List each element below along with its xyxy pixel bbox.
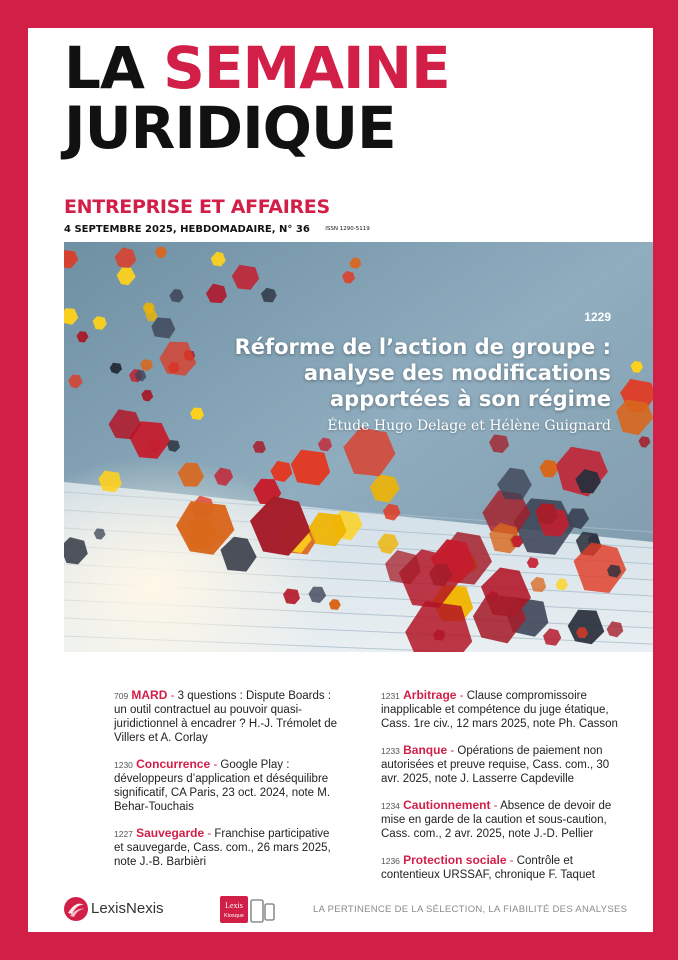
title-line-1 — [64, 34, 450, 102]
toc-item[interactable]: 1231 Arbitrage - Clause compromissoire inapplicable et compétence du juge étatique, Cass. 1re civ., 12 mars 2025, note Ph. Casson — [381, 688, 618, 730]
feature-block — [235, 310, 611, 434]
issn: ISSN 1290-5119 — [325, 226, 370, 232]
toc-number: 1234 — [381, 801, 400, 811]
toc-item[interactable]: 709 MARD - 3 questions : Dispute Boards : un outil contractuel au pouvoir quasi-juridictionnel à encadrer ? H.-J. Trémolet de Villers et A. Corlay — [114, 688, 338, 744]
toc-number: 1236 — [381, 856, 400, 866]
toc-item[interactable]: 1227 Sauvegarde - Franchise participative et sauvegarde, Cass. com., 26 mars 2025, note J.-B. Barbièri — [114, 826, 331, 868]
title-juridique: JURIDIQUE — [64, 94, 396, 162]
toc-number: 1230 — [114, 760, 133, 770]
toc-number: 1233 — [381, 746, 400, 756]
toc-topic: MARD — [131, 688, 168, 702]
toc-topic: Cautionnement — [403, 798, 491, 812]
feature-number: 1229 — [584, 310, 611, 324]
kiosque-label-bottom: Kiosque — [224, 913, 244, 919]
tagline: LA PERTINENCE DE LA SÉLECTION, LA FIABILITÉ DES ANALYSES — [313, 904, 628, 915]
toc-topic: Sauvegarde — [136, 826, 205, 840]
lexisnexis-emblem-icon — [63, 896, 89, 922]
toc-number: 1227 — [114, 829, 133, 839]
toc-text: Opérations de paiement non autorisées et preuve requise, Cass. com., 30 avr. 2025, note J. Lasserre Capdeville — [381, 745, 610, 785]
toc-topic: Protection sociale — [403, 853, 507, 867]
toc-item[interactable]: 1234 Cautionnement - Absence de devoir de mise en garde de la caution et sous-caution, Cass. com., 2 avr. 2025, note J.-D. Pellier — [381, 798, 612, 840]
toc-right-column — [381, 688, 627, 894]
edition-subtitle: ENTREPRISE ET AFFAIRES — [64, 196, 330, 218]
toc-item[interactable]: 1230 Concurrence - Google Play : développeurs d’application et déséquilibre significatif, CA Paris, 23 oct. 2024, note M. Behar-Touchais — [114, 757, 331, 813]
title-la: LA — [64, 34, 144, 102]
toc-item[interactable]: 1233 Banque - Opérations de paiement non autorisées et preuve requise, Cass. com., 30 avr. 2025, note J. Lasserre Capdeville — [381, 743, 610, 785]
issue-line — [64, 224, 370, 235]
feature-author: Étude Hugo Delage et Hélène Guignard — [327, 418, 611, 434]
toc-topic: Banque — [403, 743, 448, 757]
toc-topic: Arbitrage — [403, 688, 457, 702]
toc-topic: Concurrence — [136, 757, 211, 771]
feature-title-line: apportées à son régime — [330, 387, 611, 411]
toc-text: Absence de devoir de mise en garde de la caution et sous-caution, Cass. com., 2 avr. 2025, note J.-D. Pellier — [381, 800, 612, 840]
toc-text: 3 questions : Dispute Boards : un outil contractuel au pouvoir quasi-juridictionnel à encadrer ? H.-J. Trémolet de Villers et A. Corlay — [114, 690, 338, 744]
issue-date: 4 SEPTEMBRE 2025, HEBDOMADAIRE, N° 36 — [64, 224, 310, 235]
cover-page — [28, 28, 653, 932]
title-semaine: SEMAINE — [163, 34, 450, 102]
cover-illustration — [64, 242, 653, 652]
toc-text: Clause compromissoire inapplicable et compétence du juge étatique, Cass. 1re civ., 12 mars 2025, note Ph. Casson — [381, 690, 618, 730]
toc-text: Franchise participative et sauvegarde, Cass. com., 26 mars 2025, note J.-B. Barbièri — [114, 828, 331, 868]
cubes-artwork — [64, 242, 653, 652]
toc-text: Google Play : développeurs d’application et déséquilibre significatif, CA Paris, 23 oct. 2024, note M. Behar-Touchais — [114, 759, 331, 813]
toc-number: 1231 — [381, 691, 400, 701]
kiosque-label-top: Lexis — [225, 901, 243, 910]
feature-title-line: analyse des modifications — [303, 361, 611, 385]
toc-text: Contrôle et contentieux URSSAF, chronique F. Taquet — [381, 855, 595, 881]
toc-number: 709 — [114, 691, 129, 701]
toc-item[interactable]: 1236 Protection sociale - Contrôle et contentieux URSSAF, chronique F. Taquet — [381, 853, 595, 881]
feature-title — [235, 334, 611, 412]
logo-text: LexisNexis — [91, 900, 164, 917]
toc-left-column — [114, 688, 340, 881]
feature-title-line: Réforme de l’action de groupe : — [234, 335, 611, 359]
lexis-kiosque-badge — [220, 896, 276, 929]
kiosque-devices-icon — [220, 896, 276, 924]
lexisnexis-logo — [63, 896, 164, 920]
masthead — [64, 34, 450, 162]
